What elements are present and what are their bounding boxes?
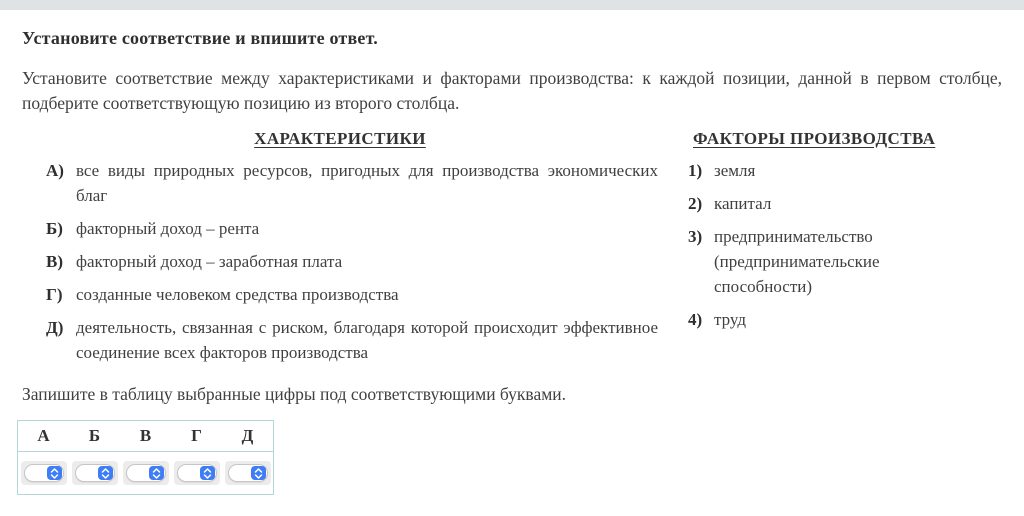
- item-text: труд: [714, 310, 746, 329]
- item-letter-label: Д): [46, 318, 64, 337]
- item-letter-label: А): [46, 161, 64, 180]
- stepper-background: [21, 461, 67, 485]
- stepper-background: [72, 461, 118, 485]
- top-strip: [0, 0, 1024, 10]
- factor-item-3: [688, 224, 980, 299]
- item-text: факторный доход – заработная плата: [76, 252, 343, 271]
- item-letter-label: Г): [46, 285, 63, 304]
- answer-select-d[interactable]: [228, 464, 268, 482]
- answer-cell-v: [120, 452, 171, 494]
- item-text: предпринимательство (предпринимательские способности): [714, 227, 880, 296]
- item-text: земля: [714, 161, 756, 180]
- matching-columns: [22, 129, 1002, 373]
- answer-column-d: Д: [241, 426, 254, 445]
- characteristic-item-b: [46, 216, 658, 241]
- answer-column-b: Б: [88, 426, 101, 445]
- factors-title: ФАКТОРЫ ПРОИЗВОДСТВА: [693, 129, 936, 148]
- characteristics-column: [22, 129, 658, 373]
- answer-table-header-row: [18, 421, 273, 452]
- characteristic-item-d: [46, 315, 658, 365]
- answer-column-a: А: [37, 426, 50, 445]
- chevron-up-down-icon[interactable]: [200, 466, 215, 480]
- item-text: деятельность, связанная с риском, благодаря которой происходит эффективное соединение всех факторов производства: [76, 318, 658, 362]
- answer-cell-b: [69, 452, 120, 494]
- answer-column-g: Г: [191, 426, 202, 445]
- item-text: факторный доход – рента: [76, 219, 260, 238]
- answer-table-select-row: [18, 452, 273, 494]
- item-text: созданные человеком средства производства: [76, 285, 399, 304]
- characteristic-item-a: [46, 158, 658, 208]
- answer-select-g[interactable]: [177, 464, 217, 482]
- item-letter-label: Б): [46, 219, 63, 238]
- answer-select-b[interactable]: [75, 464, 115, 482]
- task-intro-text: Установите соответствие между характеристиками и факторами производства: к каждой позиции, данной в первом столбце, подберите соответствующую позицию из второго столбца.: [22, 68, 1002, 113]
- item-text: все виды природных ресурсов, пригодных для производства экономических благ: [76, 161, 658, 205]
- answer-select-v[interactable]: [126, 464, 166, 482]
- item-number-label: 3): [688, 227, 703, 246]
- characteristic-item-v: [46, 249, 658, 274]
- answer-column-v: В: [139, 426, 152, 445]
- item-number-label: 2): [688, 194, 703, 213]
- chevron-up-down-icon[interactable]: [47, 466, 62, 480]
- chevron-up-down-icon[interactable]: [251, 466, 266, 480]
- chevron-up-down-icon[interactable]: [98, 466, 113, 480]
- factor-item-2: [688, 191, 980, 216]
- item-text: капитал: [714, 194, 772, 213]
- answer-table: [17, 420, 274, 495]
- characteristics-title: ХАРАКТЕРИСТИКИ: [254, 129, 426, 148]
- factor-item-4: [688, 307, 980, 332]
- answer-instruction: Запишите в таблицу выбранные цифры под соответствующими буквами.: [22, 384, 567, 404]
- characteristic-item-g: [46, 282, 658, 307]
- task-title: Установите соответствие и впишите ответ.: [22, 28, 378, 48]
- answer-cell-a: [18, 452, 69, 494]
- answer-select-a[interactable]: [24, 464, 64, 482]
- stepper-background: [123, 461, 169, 485]
- stepper-background: [174, 461, 220, 485]
- factor-item-1: [688, 158, 980, 183]
- item-number-label: 1): [688, 161, 703, 180]
- stepper-background: [225, 461, 271, 485]
- answer-cell-d: [222, 452, 273, 494]
- factors-column: [668, 129, 980, 340]
- task-page: [0, 28, 1024, 495]
- item-number-label: 4): [688, 310, 703, 329]
- item-letter-label: В): [46, 252, 63, 271]
- chevron-up-down-icon[interactable]: [149, 466, 164, 480]
- answer-cell-g: [171, 452, 222, 494]
